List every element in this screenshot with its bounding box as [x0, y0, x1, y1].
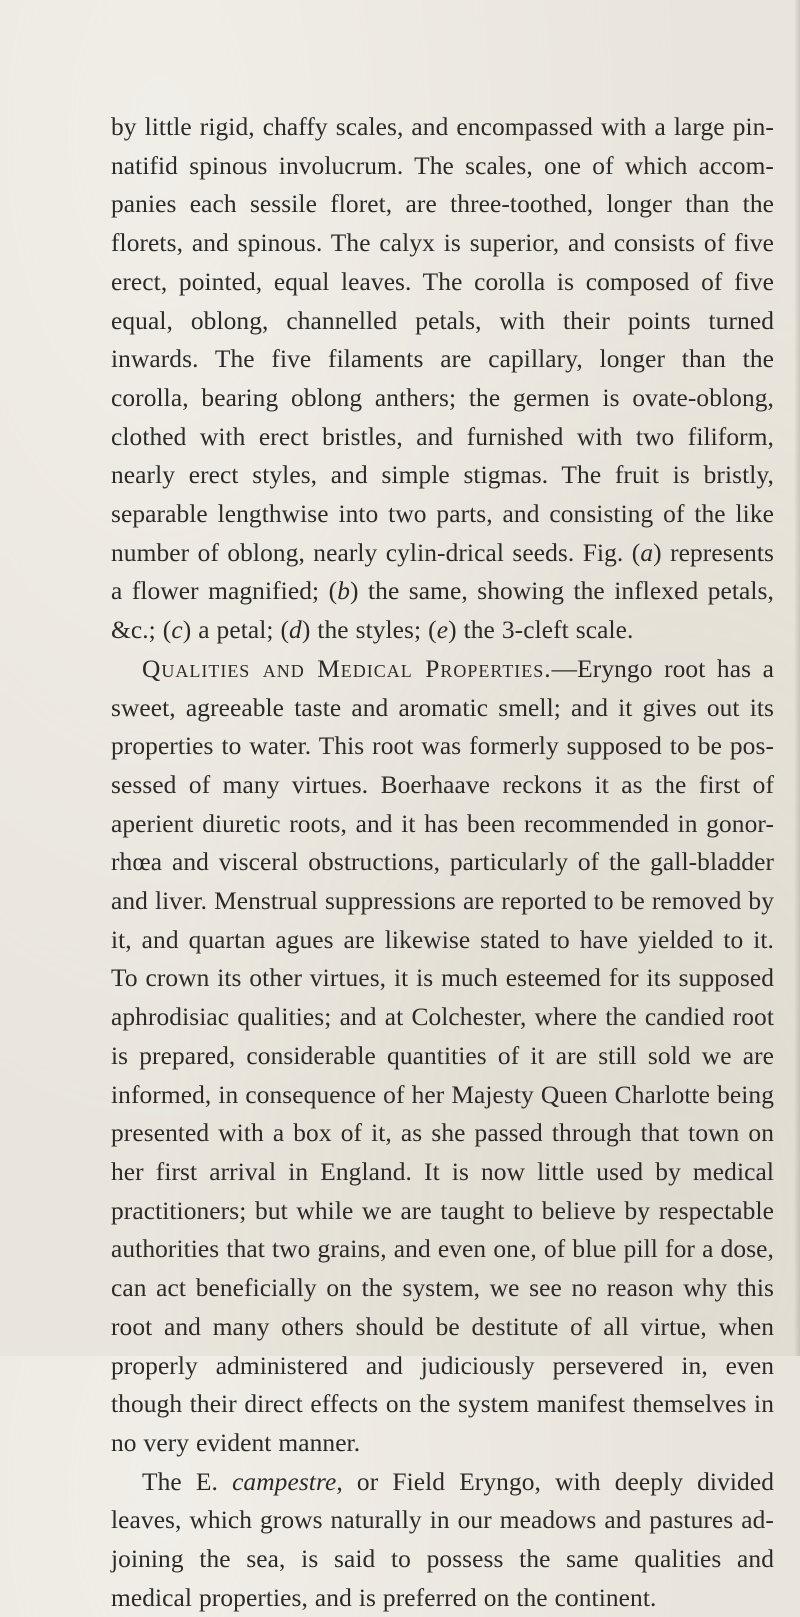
- description-text-b: ) represents a flower magnified; (: [111, 538, 774, 606]
- fig-label-b: b: [337, 577, 350, 606]
- species-name: campestre: [232, 1467, 337, 1496]
- paragraph-field-eryngo: [111, 1463, 774, 1617]
- field-eryngo-text-b: , or Field Eryngo, with deeply divided leaves, which grows naturally in our meadows and pastures ad-joining the sea, is said to possess the same qualities and medical properties, and is preferred on the continent.: [111, 1467, 774, 1612]
- description-text-f: ) the 3-cleft scale.: [448, 616, 634, 645]
- paragraph-botanical-description: [111, 108, 774, 650]
- description-text-d: ) a petal; (: [182, 616, 290, 645]
- description-text-e: ) the styles; (: [301, 616, 437, 645]
- fig-label-d: d: [289, 616, 302, 645]
- page-edge-shadow: [794, 0, 800, 1356]
- paragraph-medical-properties: [111, 650, 774, 1463]
- field-eryngo-text-a: The E.: [142, 1467, 233, 1496]
- fig-label-a: a: [640, 538, 654, 567]
- fig-label-c: c: [171, 616, 183, 645]
- section-heading: Qualities and Medical Properties.: [142, 654, 552, 683]
- fig-label-e: e: [436, 616, 449, 645]
- description-text-c: ) the same, showing the inflexed petals, &c.; (: [111, 577, 774, 645]
- description-text-a: by little rigid, chaffy scales, and encompassed with a large pin-natifid spinous involucrum. The scales, one of which accom-panies each sessile floret, are three-toothed, longer than the florets, and spinous. The calyx is superior, and consists of five erect, pointed, equal leaves. The corolla is composed of five equal, oblong, channelled petals, with their points turned inwards. The five filaments are capillary, longer than the corolla, bearing oblong anthers; the germen is ovate-oblong, clothed with erect bristles, and furnished with two filiform, nearly erect styles, and simple stigmas. The fruit is bristly, separable lengthwise into two parts, and consisting of the like number of oblong, nearly cylin-drical seeds. Fig. (: [111, 113, 774, 567]
- medical-properties-text: —Eryngo root has a sweet, agreeable taste and aromatic smell; and it gives out its properties to water. This root was formerly supposed to be pos-sessed of many virtues. Boerhaave reckons it as the first of aperient diuretic roots, and it has been recommended in gonor-rhœa and visceral obstructions, particularly of the gall-bladder and liver. Menstrual suppressions are reported to be removed by it, and quartan agues are likewise stated to have yielded to it. To crown its other virtues, it is much esteemed for its supposed aphrodisiac qualities; and at Colchester, where the candied root is prepared, considerable quantities of it are still sold we are informed, in consequence of her Majesty Queen Charlotte being presented with a box of it, as she passed through that town on her first arrival in England. It is now little used by medical practitioners; but while we are taught to believe by respectable authorities that two grains, and even one, of blue pill for a dose, can act beneficially on the system, we see no reason why this root and many others should be destitute of all virtue, when properly administered and judiciously persevered in, even though their direct effects on the system manifest themselves in no very evident manner.: [111, 654, 775, 1457]
